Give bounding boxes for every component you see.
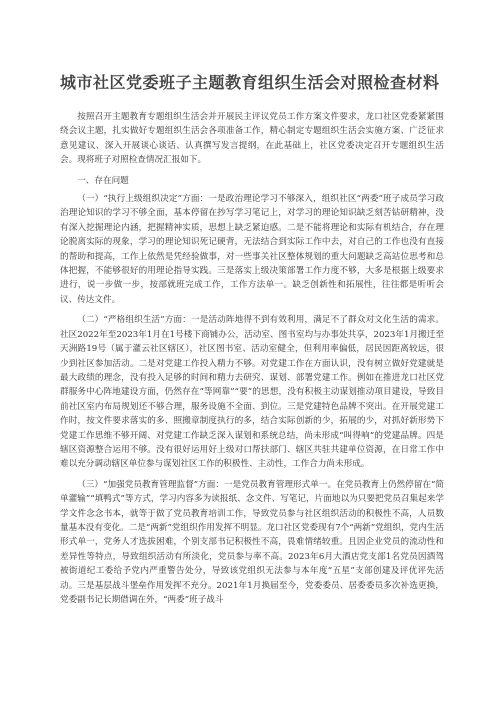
section-heading: 一、存在问题 (77, 175, 129, 186)
body-paragraph-2: （二）“严格组织生活”方面：一是活动阵地得不到有效利用，满足不了群众对文化生活的需求。社区2022年至2023年1月在1号楼下商铺办公，活动室、图书室均与办事处共享，2023年1月搬迁至天洲路19号（属于灌云社区辖区），社区图书室、活动室健全，但利用率偏低，居民因距离较远，很少到社区参加活动。二是对党建工作投入精力不够。对党建工作在方面认识，没有树立做好党建就是最大政绩的理念，没有投入足够的时间和精力去研究、谋划、部署党建工作。例如在推进龙口社区党群服务中心阵地建设方面，仍然存在“等网靠”“要”的思想，没有积极主动谋划推动项目建设，导致目前社区室内布局规划还不够合理，服务设施不全面、到位。三是党建特色品牌不突出。在开展党建工作时，按文件要求落实的多、照搬章制度执行的多，结合实际创新的少，拓展的少，对抓好新形势下党建工作思维不够开阔、对党建工作缺乏深入谋划和系统总结，尚未形成“叫得响”的党建品牌。四是辖区资源整合运用不够。没有很好运用好上级对口帮扶部门、辖区共驻共建单位资源，在日常工作中难以充分调动辖区单位参与谋划社区工作的积极性、主动性，工作合力尚未形成。 (60, 315, 444, 470)
intro-paragraph: 按照召开主题教育专题组织生活会并开展民主评议党员工作方案文件要求，龙口社区党委紧紧围绕会议主题，扎实做好专题组织生活会各项准备工作，精心制定专题组织生活会实施方案、广泛征求意见建议、深入开展谈心谈话、认真撰写发言提纲，在此基础上，社区党委决定召开专题组织生活会。现将班子对照检查情况汇报如下。 (60, 112, 444, 166)
body-paragraph-1: （一）“执行上级组织决定”方面：一是政治理论学习不够深入，组织社区“两委”班子成员学习政治理论知识的学习不够全面，基本停留在抄写学习笔记上，对学习的理论知识缺乏刻苦钻研精神，没有深入挖掘理论内涵，把握精神实质，思想上缺乏紧迫感。二是不能将理论和实际有机结合，存在理论脱离实际的现象，学习的理论知识死记硬背，无法结合到实际工作中去，对自己的工作也没有直接的帮助和提高，工作上依然是凭经验做事，对一些事关社区整体规划的重大问题缺乏高站位思考和总体把握，不能够很好的用理论指导实践。三是落实上级决策部署工作力度不够，大多是根据上级要求进行，说一步做一步，按部就班完成工作，工作方法单一。缺乏创新性和拓展性，往往都是听听会议、传达文件。 (60, 194, 444, 305)
document-title: 城市社区党委班子主题教育组织生活会对照检查材料 (60, 73, 440, 92)
body-paragraph-3: （三）“加强党员教育管理监督”方面：一是党员教育管理形式单一。在党员教育上仍然停留在“简单灌输”“填鸭式”等方式，学习内容多为读报纸、念文件、写笔记，片面地以为只要把党员召集起来学学文件念念书本，就等于做了党员教育培训工作，导致党员参与社区组织活动的积极性不高，人员数量基本没有变化。二是“两新”党组织作用发挥不明显。龙口社区党委现有7个“两新”党组织，党内生活形式单一，党务人才选拔困难，个别支部书记积极性不高，畏难情绪较重。且因企业党员的流动性和差异性等特点，导致组织活动有所淡化，党员参与率不高。2023年6月大酒店党支部1名党员因酒驾被街道纪工委给予党内严重警告处分，导致该党组织无法参与本年度“五星”支部创建及评优评先活动。三是基层战斗堡垒作用发挥不充分。2021年1月换届至今，党委委员、居委委员多次补选更换，党委副书记长期借调在外，“两委”班子战斗 (60, 479, 444, 605)
